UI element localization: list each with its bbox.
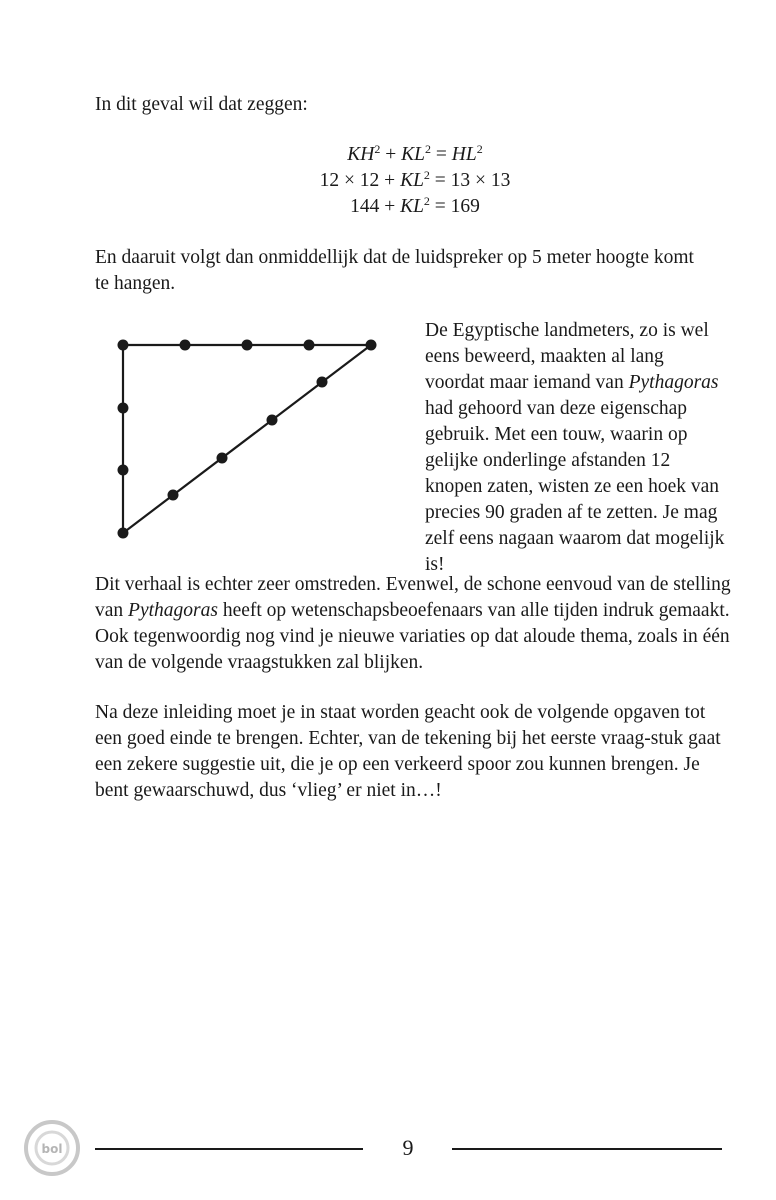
- eq2-post: = 13 × 13: [429, 170, 511, 191]
- para2-part1: Dit verhaal is echter zeer omstreden. Evenwel, de schone eenvoud van de stelling van: [95, 574, 731, 621]
- eq1-term-b: KL: [401, 144, 425, 165]
- paragraph-conclusion: En daaruit volgt dan onmiddellijk dat de luidspreker op 5 meter hoogte komt te hangen.: [95, 247, 694, 294]
- knot: [242, 340, 253, 351]
- paragraph-egyptians: [425, 318, 725, 578]
- side-text-pythagoras: Pythagoras: [628, 372, 719, 393]
- page-number: 9: [402, 1135, 414, 1160]
- triangle-sides: [123, 345, 371, 533]
- knot: [118, 465, 129, 476]
- para2-pythagoras: Pythagoras: [128, 600, 218, 621]
- eq3-term-b: KL: [400, 196, 424, 217]
- para2-part2: heeft op wetenschapsbeoefenaars van alle tijden indruk gemaakt. Ook tegenwoordig nog vind je nieuwe variaties op dat aloude thema, zoals in één van de volgende vraagstukken zal blijken.: [95, 600, 730, 673]
- eq1-plus: +: [380, 144, 402, 165]
- eq1-sup-c: 2: [476, 142, 483, 156]
- knot: [317, 377, 328, 388]
- eq1-term-c: HL: [451, 144, 477, 165]
- knot: [304, 340, 315, 351]
- footer-rule-left: [95, 1148, 363, 1150]
- eq2-pre: 12 × 12 +: [319, 170, 401, 191]
- eq1-term-a: KH: [347, 144, 375, 165]
- equation-1: [250, 142, 580, 168]
- knot: [267, 415, 278, 426]
- side-text-part1: De Egyptische landmeters, zo is wel eens beweerd, maakten al lang voordat maar iemand van: [425, 320, 709, 393]
- eq3-pre: 144 +: [350, 196, 401, 217]
- eq3-post: = 169: [429, 196, 480, 217]
- knotted-rope-triangle: [108, 330, 388, 545]
- eq1-sup-b: 2: [425, 142, 431, 156]
- paragraph-controversy: [95, 572, 735, 676]
- knot: [366, 340, 377, 351]
- knot: [118, 403, 129, 414]
- side-text-part2: had gehoord van deze eigenschap gebruik. Met een touw, waarin op gelijke onderlinge afstanden 12 knopen zaten, wisten ze een hoek van precies 90 graden af te zetten. Je mag zelf eens nagaan waarom dat mogelijk is!: [425, 398, 725, 575]
- knot: [217, 453, 228, 464]
- knot: [168, 490, 179, 501]
- knot: [118, 340, 129, 351]
- knot: [118, 528, 129, 539]
- equation-3: [250, 194, 580, 220]
- triangle-hypotenuse: [123, 345, 371, 533]
- svg-text:bol: bol: [41, 1142, 63, 1156]
- equation-2: [250, 168, 580, 194]
- eq3-sup-b: 2: [423, 194, 430, 208]
- eq1-equals: =: [431, 144, 452, 165]
- eq1-sup-a: 2: [374, 142, 381, 156]
- eq2-term-b: KL: [400, 170, 424, 191]
- footer-rule-right: [452, 1148, 722, 1150]
- paragraph-warning: Na deze inleiding moet je in staat worden geacht ook de volgende opgaven tot een goed einde te brengen. Echter, van de tekening bij het eerste vraag-stuk gaat een zekere suggestie uit, die je op een verkeerd spoor zou kunnen brengen. Je bent gewaarschuwd, dus ‘vlieg’ er niet in…!: [95, 702, 721, 801]
- watermark-logo-icon: [22, 1118, 82, 1178]
- intro-text: In dit geval wil dat zeggen:: [95, 94, 308, 115]
- knot: [180, 340, 191, 351]
- eq2-sup-b: 2: [423, 168, 430, 182]
